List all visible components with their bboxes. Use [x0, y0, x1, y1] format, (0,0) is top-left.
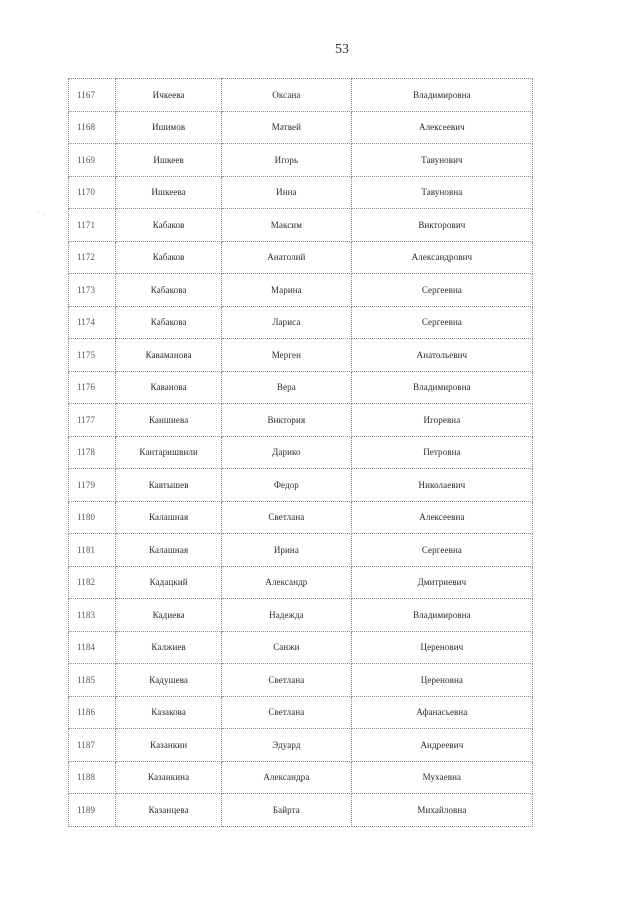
last-name-cell: Калашная [116, 534, 222, 567]
table-row [69, 339, 533, 372]
last-name-cell: Каванова [116, 371, 222, 404]
table-row [69, 794, 533, 827]
last-name-cell: Кадацкий [116, 566, 222, 599]
page-number: 53 [335, 42, 349, 57]
table-row [69, 566, 533, 599]
patronymic-cell: Алексеевна [351, 501, 532, 534]
last-name-cell: Калжиев [116, 631, 222, 664]
scan-speck [44, 214, 45, 215]
last-name-cell: Ичкеева [116, 79, 222, 112]
last-name-cell: Кабакова [116, 306, 222, 339]
first-name-cell: Ирина [221, 534, 351, 567]
first-name-cell: Санжи [221, 631, 351, 664]
patronymic-cell: Цереновна [351, 664, 532, 697]
last-name-cell: Кабакова [116, 274, 222, 307]
table-row [69, 79, 533, 112]
patronymic-cell: Сергеевна [351, 306, 532, 339]
patronymic-cell: Сергеевна [351, 274, 532, 307]
row-number-cell: 1181 [69, 534, 116, 567]
patronymic-cell: Викторович [351, 209, 532, 242]
table-row [69, 111, 533, 144]
row-number-cell: 1185 [69, 664, 116, 697]
row-number-cell: 1173 [69, 274, 116, 307]
last-name-cell: Ишкеева [116, 176, 222, 209]
patronymic-cell: Алексеевич [351, 111, 532, 144]
last-name-cell: Казакова [116, 696, 222, 729]
row-number-cell: 1186 [69, 696, 116, 729]
row-number-cell: 1188 [69, 761, 116, 794]
first-name-cell: Эдуард [221, 729, 351, 762]
register-table-body [69, 79, 533, 827]
table-row [69, 241, 533, 274]
table-row [69, 664, 533, 697]
last-name-cell: Кавтышев [116, 469, 222, 502]
first-name-cell: Марина [221, 274, 351, 307]
row-number-cell: 1187 [69, 729, 116, 762]
first-name-cell: Байрта [221, 794, 351, 827]
table-row [69, 631, 533, 664]
table-row [69, 599, 533, 632]
first-name-cell: Анатолий [221, 241, 351, 274]
row-number-cell: 1174 [69, 306, 116, 339]
row-number-cell: 1183 [69, 599, 116, 632]
table-row [69, 501, 533, 534]
table-row [69, 404, 533, 437]
table-row [69, 729, 533, 762]
last-name-cell: Кадиева [116, 599, 222, 632]
row-number-cell: 1169 [69, 144, 116, 177]
row-number-cell: 1171 [69, 209, 116, 242]
row-number-cell: 1176 [69, 371, 116, 404]
patronymic-cell: Владимировна [351, 599, 532, 632]
last-name-cell: Кантаришвили [116, 436, 222, 469]
scan-speck [38, 212, 39, 213]
table-row [69, 209, 533, 242]
first-name-cell: Светлана [221, 501, 351, 534]
first-name-cell: Виктория [221, 404, 351, 437]
patronymic-cell: Владимировна [351, 79, 532, 112]
first-name-cell: Оксана [221, 79, 351, 112]
patronymic-cell: Андреевич [351, 729, 532, 762]
row-number-cell: 1167 [69, 79, 116, 112]
patronymic-cell: Мухаевна [351, 761, 532, 794]
row-number-cell: 1168 [69, 111, 116, 144]
last-name-cell: Каншиева [116, 404, 222, 437]
table-row [69, 696, 533, 729]
patronymic-cell: Церенович [351, 631, 532, 664]
first-name-cell: Федор [221, 469, 351, 502]
table-row [69, 274, 533, 307]
last-name-cell: Кабаков [116, 209, 222, 242]
patronymic-cell: Дмитриевич [351, 566, 532, 599]
patronymic-cell: Сергеевна [351, 534, 532, 567]
row-number-cell: 1177 [69, 404, 116, 437]
register-table [68, 78, 533, 827]
first-name-cell: Надежда [221, 599, 351, 632]
first-name-cell: Светлана [221, 664, 351, 697]
row-number-cell: 1189 [69, 794, 116, 827]
first-name-cell: Александр [221, 566, 351, 599]
last-name-cell: Ишкеев [116, 144, 222, 177]
last-name-cell: Казанкин [116, 729, 222, 762]
patronymic-cell: Игоревна [351, 404, 532, 437]
patronymic-cell: Владимировна [351, 371, 532, 404]
scan-speck [72, 596, 73, 597]
row-number-cell: 1184 [69, 631, 116, 664]
first-name-cell: Матвей [221, 111, 351, 144]
row-number-cell: 1180 [69, 501, 116, 534]
patronymic-cell: Тавунович [351, 144, 532, 177]
table-row [69, 761, 533, 794]
row-number-cell: 1178 [69, 436, 116, 469]
table-row [69, 144, 533, 177]
row-number-cell: 1182 [69, 566, 116, 599]
patronymic-cell: Николаевич [351, 469, 532, 502]
last-name-cell: Кабаков [116, 241, 222, 274]
row-number-cell: 1170 [69, 176, 116, 209]
first-name-cell: Инна [221, 176, 351, 209]
last-name-cell: Каваманова [116, 339, 222, 372]
first-name-cell: Максим [221, 209, 351, 242]
row-number-cell: 1179 [69, 469, 116, 502]
first-name-cell: Вера [221, 371, 351, 404]
table-row [69, 371, 533, 404]
table-row [69, 306, 533, 339]
table-row [69, 469, 533, 502]
first-name-cell: Игорь [221, 144, 351, 177]
table-row [69, 176, 533, 209]
first-name-cell: Лариса [221, 306, 351, 339]
last-name-cell: Калашная [116, 501, 222, 534]
last-name-cell: Казанцева [116, 794, 222, 827]
patronymic-cell: Михайловна [351, 794, 532, 827]
patronymic-cell: Петровна [351, 436, 532, 469]
patronymic-cell: Александрович [351, 241, 532, 274]
patronymic-cell: Тавуновна [351, 176, 532, 209]
last-name-cell: Казанкина [116, 761, 222, 794]
first-name-cell: Дарико [221, 436, 351, 469]
patronymic-cell: Анатольевич [351, 339, 532, 372]
row-number-cell: 1175 [69, 339, 116, 372]
last-name-cell: Кадушева [116, 664, 222, 697]
row-number-cell: 1172 [69, 241, 116, 274]
first-name-cell: Светлана [221, 696, 351, 729]
last-name-cell: Ишимов [116, 111, 222, 144]
table-row [69, 534, 533, 567]
table-row [69, 436, 533, 469]
first-name-cell: Александра [221, 761, 351, 794]
first-name-cell: Мерген [221, 339, 351, 372]
patronymic-cell: Афанасьевна [351, 696, 532, 729]
